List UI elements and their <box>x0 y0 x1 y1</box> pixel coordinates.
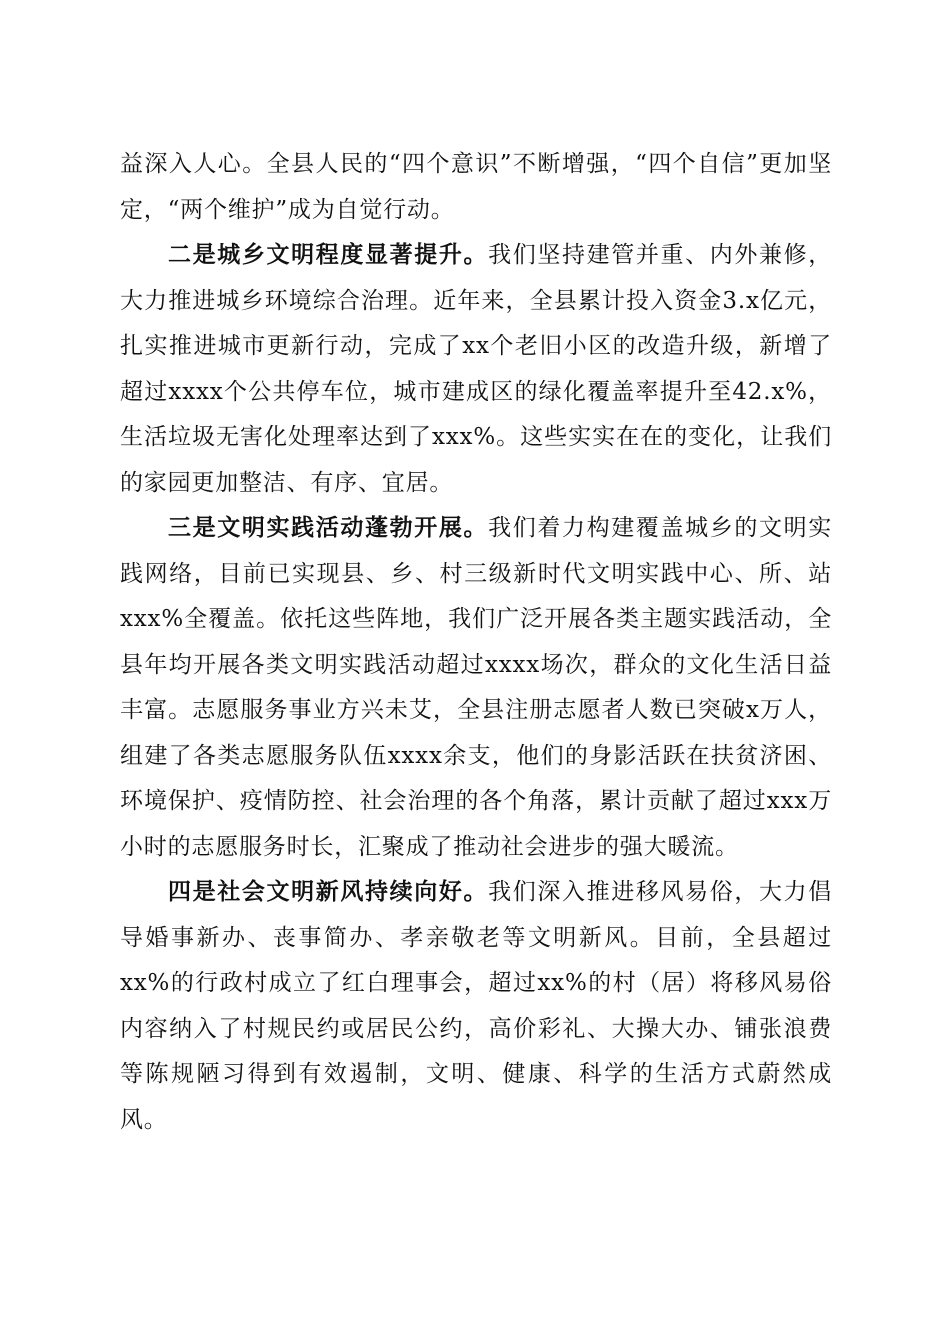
paragraph-lead: 三是文明实践活动蓬勃开展。 <box>168 515 489 541</box>
paragraph-text: 益深入人心。全县人民的“四个意识”不断增强，“四个自信”更加坚定，“两个维护”成为自觉行动。 <box>120 151 832 223</box>
paragraph-text: 我们着力构建覆盖城乡的文明实践网络，目前已实现县、乡、村三级新时代文明实践中心、所、站xxx%全覆盖。依托这些阵地，我们广泛开展各类主题实践活动，全县年均开展各类文明实践活动超过xxxx场次，群众的文化生活日益丰富。志愿服务事业方兴未艾，全县注册志愿者人数已突破x万人，组建了各类志愿服务队伍xxxx余支，他们的身影活跃在扶贫济困、环境保护、疫情防控、社会治理的各个角落，累计贡献了超过xxx万小时的志愿服务时长，汇聚成了推动社会进步的强大暖流。 <box>120 515 833 860</box>
paragraph-civility-practice <box>120 506 832 870</box>
document-body <box>120 142 832 1143</box>
paragraph-lead: 四是社会文明新风持续向好。 <box>168 879 489 905</box>
paragraph-social-customs <box>120 870 832 1143</box>
paragraph-urban-rural-civility <box>120 233 832 506</box>
paragraph-text: 我们坚持建管并重、内外兼修，大力推进城乡环境综合治理。近年来，全县累计投入资金3.x亿元，扎实推进城市更新行动，完成了xx个老旧小区的改造升级，新增了超过xxxx个公共停车位，城市建成区的绿化覆盖率提升至42.x%，生活垃圾无害化处理率达到了xxx%。这些实实在在的变化，让我们的家园更加整洁、有序、宜居。 <box>120 242 833 496</box>
paragraph-text: 我们深入推进移风易俗，大力倡导婚事新办、丧事简办、孝亲敬老等文明新风。目前，全县超过xx%的行政村成立了红白理事会，超过xx%的村（居）将移风易俗内容纳入了村规民约或居民公约，高价彩礼、大操大办、铺张浪费等陈规陋习得到有效遏制，文明、健康、科学的生活方式蔚然成风。 <box>120 879 833 1133</box>
paragraph-continuation <box>120 142 832 233</box>
paragraph-lead: 二是城乡文明程度显著提升。 <box>168 242 489 268</box>
